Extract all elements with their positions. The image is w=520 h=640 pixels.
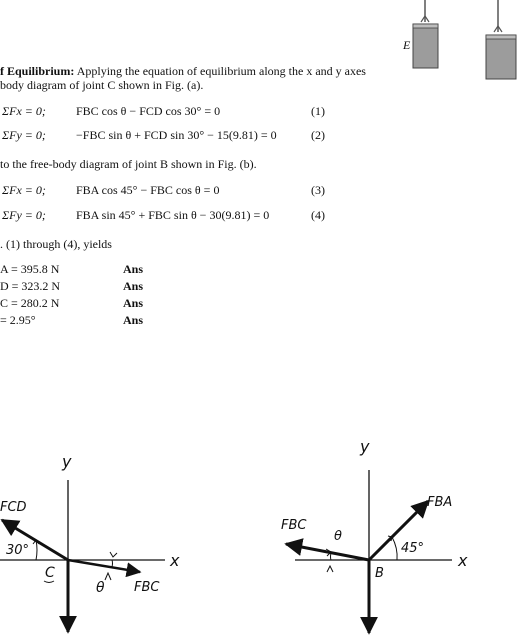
b-label-45: 45° <box>401 541 425 556</box>
b-label-x: x <box>458 551 468 570</box>
fbd-joint-c <box>0 440 220 640</box>
c-label-fcd: FCD <box>0 500 27 515</box>
c-label-30: 30° <box>6 543 30 558</box>
b-label-fbc: FBC <box>281 518 307 533</box>
b-label-y: y <box>360 437 370 456</box>
eq2-num: (2) <box>311 128 325 142</box>
fbd-joint-b <box>270 440 520 640</box>
b-label-theta: θ <box>334 529 342 544</box>
c-30-arc <box>36 540 37 560</box>
c-label-joint: C <box>45 565 55 581</box>
c-label-x: x <box>170 551 180 570</box>
eq3-expr: FBA cos 45° − FBC cos θ = 0 <box>76 183 220 197</box>
result-3-ans: Ans <box>123 296 144 310</box>
result-2: D = 323.2 N <box>0 279 61 293</box>
heading-bold: f Equilibrium: <box>0 64 75 78</box>
c-theta-arc <box>112 560 113 567</box>
b-theta-arc <box>331 553 332 560</box>
eq1-expr: FBC cos θ − FCD cos 30° = 0 <box>76 104 221 118</box>
result-1: A = 395.8 N <box>0 262 60 276</box>
eq2-expr: −FBC sin θ + FCD sin 30° − 15(9.81) = 0 <box>76 128 277 142</box>
eq1-cond: ΣFx = 0; <box>2 104 46 118</box>
eq4-expr: FBA sin 45° + FBC sin θ − 30(9.81) = 0 <box>76 208 270 222</box>
eq3-cond: ΣFx = 0; <box>2 183 46 197</box>
c-label-fbc: FBC <box>134 580 160 595</box>
eq2-cond: ΣFy = 0; <box>2 128 46 142</box>
label-e: E <box>403 38 411 52</box>
heading-line-1 <box>0 64 366 78</box>
c-label-theta: θ <box>96 580 105 596</box>
result-4: = 2.95° <box>0 313 36 327</box>
b-fbc-arrow <box>286 544 369 560</box>
eq4-num: (4) <box>311 208 325 222</box>
heading-rest: Applying the equation of equilibrium along the x and y axes <box>74 64 366 78</box>
result-4-ans: Ans <box>123 313 144 327</box>
top-figure-cylinders <box>395 0 520 85</box>
eq3-num: (3) <box>311 183 325 197</box>
heading-line-2: body diagram of joint C shown in Fig. (a). <box>0 78 204 92</box>
b-label-joint: B <box>375 566 384 581</box>
eq4-cond: ΣFy = 0; <box>2 208 46 222</box>
c-label-y: y <box>62 452 72 471</box>
mid-line: to the free-body diagram of joint B shown in Fig. (b). <box>0 157 257 171</box>
b-45-arc <box>392 537 397 560</box>
result-3: C = 280.2 N <box>0 296 60 310</box>
b-label-fba: FBA <box>427 495 453 510</box>
solve-line: . (1) through (4), yields <box>0 237 112 251</box>
eq1-num: (1) <box>311 104 325 118</box>
result-2-ans: Ans <box>123 279 144 293</box>
result-1-ans: Ans <box>123 262 144 276</box>
c-fbc-arrow <box>68 560 140 572</box>
